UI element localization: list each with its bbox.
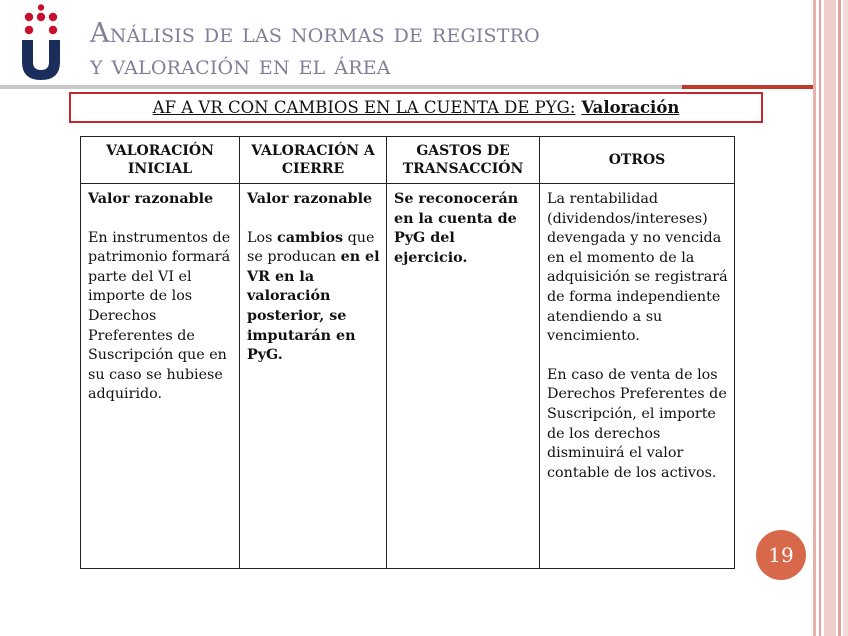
decor-stripe bbox=[838, 0, 841, 636]
cell-valoracion-inicial bbox=[81, 184, 240, 569]
cell-2-text bbox=[247, 229, 380, 366]
decor-stripe bbox=[824, 0, 836, 636]
cell-4-paragraph-2: En caso de venta de los Derechos Preferentes de Suscripción, el importe de los derechos disminuirá el valor contable de los activos. bbox=[547, 366, 727, 481]
slide-title-line-2: y valoración en el área bbox=[90, 50, 391, 81]
university-logo-icon bbox=[20, 4, 64, 82]
subtitle-bold: Valoración bbox=[581, 98, 680, 117]
header-valoracion-inicial: VALORACIÓN INICIAL bbox=[81, 137, 240, 184]
cell-2-bold-a: cambios bbox=[277, 229, 344, 246]
title-separator-accent bbox=[682, 85, 813, 89]
cell-otros bbox=[540, 184, 735, 569]
valuation-table bbox=[80, 136, 735, 569]
cell-gastos-transaccion bbox=[387, 184, 540, 569]
cell-2-bold-b: en el VR en la valoración posterior, se imputarán en PyG. bbox=[247, 249, 380, 364]
cell-2-bold: Valor razonable bbox=[247, 191, 373, 207]
decor-stripe bbox=[813, 0, 816, 636]
page-number-badge: 19 bbox=[756, 530, 806, 580]
cell-1-bold: Valor razonable bbox=[88, 191, 214, 207]
table-row bbox=[81, 184, 735, 569]
cell-1-text: En instrumentos de patrimonio formará parte del VI el importe de los Derechos Preferentes de Suscripción que en su caso se hubiese adquirido. bbox=[88, 229, 231, 403]
title-separator bbox=[0, 85, 682, 89]
decor-stripe bbox=[819, 0, 821, 636]
cell-2-text-a: Los bbox=[247, 229, 273, 246]
header-valoracion-cierre: VALORACIÓN A CIERRE bbox=[240, 137, 387, 184]
cell-3-bold: Se reconocerán en la cuenta de PyG del ejercicio. bbox=[394, 191, 519, 266]
section-subtitle bbox=[69, 92, 763, 123]
subtitle-text: AF A VR CON CAMBIOS EN LA CUENTA DE PYG: bbox=[152, 98, 576, 117]
cell-4-paragraph-1: La rentabilidad (dividendos/intereses) devengada y no vencida en el momento de la adquisición se registrará de forma independiente atendiendo a su vencimiento. bbox=[547, 191, 728, 345]
header-otros: OTROS bbox=[540, 137, 735, 184]
header-gastos-transaccion: GASTOS DE TRANSACCIÓN bbox=[387, 137, 540, 184]
cell-2-text-b: que se producan bbox=[247, 229, 375, 266]
cell-valoracion-cierre bbox=[240, 184, 387, 569]
table-header-row bbox=[81, 137, 735, 184]
slide-title bbox=[90, 18, 650, 82]
decor-stripe bbox=[843, 0, 848, 636]
slide-title-line-1: Análisis de las normas de registro bbox=[90, 18, 540, 49]
